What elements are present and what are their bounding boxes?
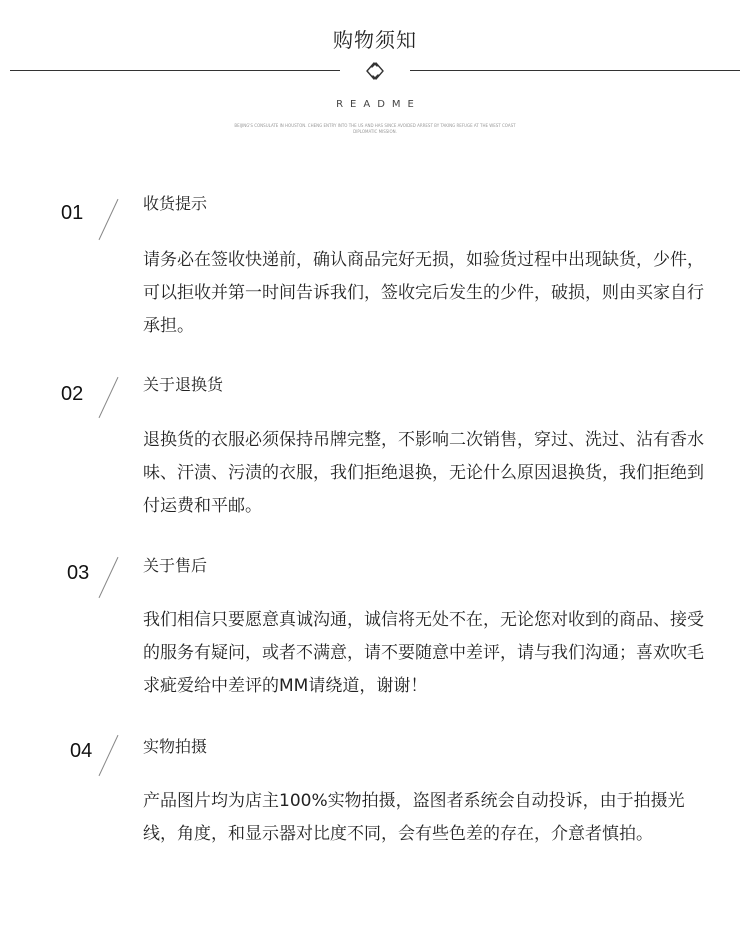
decorative-fine-text: BEIJING'S CONSULATE IN HOUSTON. CHENG ENTRY INTO THE US AND HAS SINCE AVOIDED ARREST BY TAKING REFUGE AT THE WEST COAST DIPLOMATIC MISSION.	[234, 123, 516, 134]
section-title: 收货提示	[143, 194, 208, 213]
section-number: 03	[67, 562, 90, 584]
page-header	[0, 0, 750, 150]
section-title: 关于售后	[143, 556, 208, 575]
section-title: 实物拍摄	[143, 737, 208, 756]
section-number: 04	[70, 740, 93, 762]
slash-divider	[99, 199, 119, 240]
slash-divider	[99, 557, 119, 598]
slash-divider	[99, 735, 119, 776]
section-title: 关于退换货	[143, 375, 224, 394]
section-body: 退换货的衣服必须保持吊牌完整，不影响二次销售，穿过、洗过、沾有香水味、汗渍、污渍的衣服，我们拒绝退换，无论什么原因退换货，我们拒绝到付运费和平邮。	[143, 430, 704, 516]
section-body: 请务必在签收快递前，确认商品完好无损，如验货过程中出现缺货，少件，可以拒收并第一时间告诉我们，签收完后发生的少件，破损，则由买家自行承担。	[143, 250, 704, 336]
divider-left	[10, 70, 340, 71]
divider-right	[410, 70, 740, 71]
page-title: 购物须知	[333, 28, 417, 52]
slash-divider	[99, 377, 119, 418]
diamond-link-icon	[357, 58, 393, 84]
section-body: 我们相信只要愿意真诚沟通，诚信将无处不在，无论您对收到的商品、接受的服务有疑问，或者不满意，请不要随意中差评，请与我们沟通；喜欢吹毛求疵爱给中差评的MM请绕道，谢谢！	[143, 610, 704, 696]
section-body: 产品图片均为店主100%实物拍摄，盗图者系统会自动投诉，由于拍摄光线，角度，和显示器对比度不同，会有些色差的存在，介意者慎拍。	[143, 791, 685, 844]
section-number: 02	[61, 383, 84, 405]
readme-label: README	[336, 99, 421, 110]
section-number: 01	[61, 202, 84, 224]
